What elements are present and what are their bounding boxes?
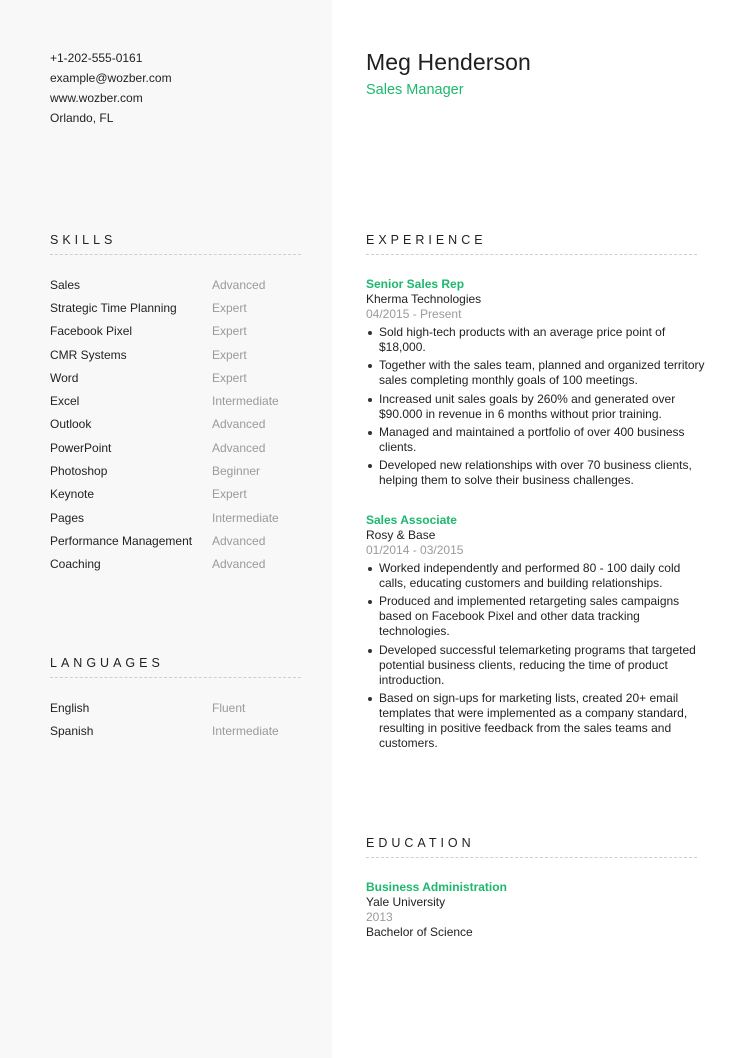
- education-divider: [366, 857, 697, 858]
- job-bullets: [366, 561, 706, 751]
- candidate-name: Meg Henderson: [366, 49, 531, 75]
- skill-row: [50, 553, 279, 576]
- skill-row: [50, 366, 279, 389]
- skill-name: Keynote: [50, 487, 95, 502]
- skill-row: [50, 459, 279, 482]
- skill-row: [50, 273, 279, 296]
- job-bullet: Produced and implemented retargeting sales campaigns based on Facebook Pixel and other data tracking technologies.: [366, 594, 706, 639]
- skill-level: Expert: [212, 324, 247, 339]
- skill-name: Sales: [50, 277, 81, 292]
- contact-info: [50, 48, 172, 128]
- skill-name: Coaching: [50, 557, 101, 572]
- language-level: Intermediate: [212, 723, 279, 738]
- education-entry: [366, 880, 507, 940]
- skill-level: Advanced: [212, 440, 266, 455]
- skill-name: Pages: [50, 510, 85, 525]
- job-entry: [366, 513, 706, 754]
- candidate-title: Sales Manager: [366, 82, 464, 98]
- experience-divider: [366, 254, 697, 255]
- skill-row: [50, 413, 279, 436]
- skill-level: Advanced: [212, 533, 266, 548]
- skill-name: Facebook Pixel: [50, 324, 133, 339]
- language-name: English: [50, 700, 90, 715]
- education-field: Business Administration: [366, 880, 507, 894]
- job-bullets: [366, 325, 706, 488]
- skill-row: [50, 296, 279, 319]
- skill-level: Intermediate: [212, 510, 279, 525]
- job-dates: 01/2014 - 03/2015: [366, 543, 464, 557]
- skill-name: Strategic Time Planning: [50, 300, 177, 315]
- education-degree: Bachelor of Science: [366, 925, 473, 939]
- language-name: Spanish: [50, 723, 94, 738]
- job-bullet: Based on sign-ups for marketing lists, created 20+ email templates that were implemented as a company standard, resulting in positive feedback from the sales teams and customers.: [366, 691, 706, 751]
- skill-level: Intermediate: [212, 394, 279, 409]
- skill-level: Expert: [212, 370, 247, 385]
- skills-list: [50, 273, 279, 576]
- skill-row: [50, 320, 279, 343]
- job-bullet: Increased unit sales goals by 260% and generated over $90.000 in revenue in 6 months without prior training.: [366, 392, 706, 422]
- experience-heading: EXPERIENCE: [366, 233, 487, 247]
- skill-name: CMR Systems: [50, 347, 127, 362]
- contact-email: example@wozber.com: [50, 71, 172, 85]
- job-company: Kherma Technologies: [366, 292, 482, 306]
- skills-heading: SKILLS: [50, 233, 117, 247]
- job-title: Sales Associate: [366, 513, 457, 527]
- education-year: 2013: [366, 910, 393, 924]
- education-heading: EDUCATION: [366, 836, 475, 850]
- job-bullet: Developed successful telemarketing programs that targeted potential business clients, reducing the time of product introduction.: [366, 643, 706, 688]
- skill-row: [50, 529, 279, 552]
- skill-name: Outlook: [50, 417, 92, 432]
- skill-level: Expert: [212, 347, 247, 362]
- job-bullet: Sold high-tech products with an average price point of $18,000.: [366, 325, 706, 355]
- job-bullet: Developed new relationships with over 70 business clients, helping them to solve their business challenges.: [366, 458, 706, 488]
- skill-name: PowerPoint: [50, 440, 112, 455]
- skill-level: Advanced: [212, 417, 266, 432]
- main-content: [332, 0, 748, 1058]
- languages-list: [50, 696, 279, 743]
- job-entry: [366, 277, 706, 491]
- job-bullet: Managed and maintained a portfolio of over 400 business clients.: [366, 425, 706, 455]
- language-row: [50, 719, 279, 742]
- contact-phone: +1-202-555-0161: [50, 51, 143, 65]
- skill-row: [50, 483, 279, 506]
- skill-name: Word: [50, 370, 79, 385]
- skill-row: [50, 436, 279, 459]
- skill-level: Expert: [212, 487, 247, 502]
- job-dates: 04/2015 - Present: [366, 307, 462, 321]
- skill-level: Advanced: [212, 557, 266, 572]
- skill-name: Photoshop: [50, 464, 108, 479]
- sidebar: [0, 0, 332, 1058]
- languages-heading: LANGUAGES: [50, 656, 164, 670]
- language-level: Fluent: [212, 700, 246, 715]
- job-bullet: Together with the sales team, planned and organized territory sales completing monthly goals of 100 meetings.: [366, 358, 706, 388]
- skill-level: Beginner: [212, 464, 261, 479]
- skill-level: Expert: [212, 300, 247, 315]
- skill-row: [50, 506, 279, 529]
- language-row: [50, 696, 279, 719]
- skill-row: [50, 389, 279, 412]
- skill-name: Performance Management: [50, 533, 193, 548]
- skills-divider: [50, 254, 301, 255]
- job-company: Rosy & Base: [366, 528, 436, 542]
- education-school: Yale University: [366, 895, 446, 909]
- contact-location: Orlando, FL: [50, 111, 114, 125]
- job-title: Senior Sales Rep: [366, 277, 465, 291]
- languages-divider: [50, 677, 301, 678]
- skill-level: Advanced: [212, 277, 266, 292]
- skill-name: Excel: [50, 394, 80, 409]
- job-bullet: Worked independently and performed 80 - 100 daily cold calls, educating customers and building relationships.: [366, 561, 706, 591]
- skill-row: [50, 343, 279, 366]
- contact-website: www.wozber.com: [50, 91, 143, 105]
